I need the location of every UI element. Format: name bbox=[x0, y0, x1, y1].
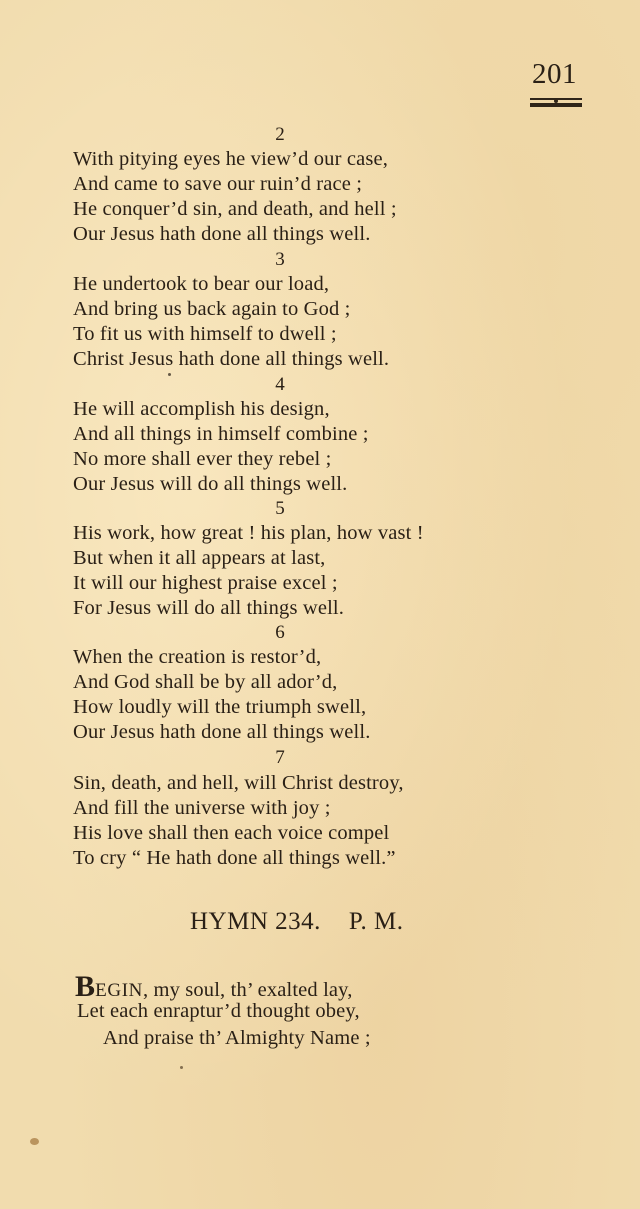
hymn-heading bbox=[190, 908, 404, 936]
header-rule-thin bbox=[530, 98, 582, 100]
verse-line: Our Jesus hath done all things well. bbox=[73, 721, 371, 743]
hymn-first-line bbox=[75, 972, 353, 1002]
verse-line: How loudly will the triumph swell, bbox=[73, 696, 367, 718]
verse-line: To cry “ He hath done all things well.” bbox=[73, 847, 396, 869]
verse-line: No more shall ever they rebel ; bbox=[73, 448, 332, 470]
stanza-number: 2 bbox=[275, 124, 285, 145]
verse-line: And praise th’ Almighty Name ; bbox=[103, 1027, 371, 1049]
verse-line: And bring us back again to God ; bbox=[73, 298, 351, 320]
verse-line: With pitying eyes he view’d our case, bbox=[73, 148, 388, 170]
stanza-number: 7 bbox=[275, 747, 285, 768]
stanza-number: 3 bbox=[275, 249, 285, 270]
hymn-title: HYMN 234. bbox=[190, 908, 321, 935]
verse-line: He will accomplish his design, bbox=[73, 398, 330, 420]
verse-line: Christ Jesus hath done all things well. bbox=[73, 348, 390, 370]
verse-line: His work, how great ! his plan, how vast ! bbox=[73, 522, 424, 544]
verse-line: He conquer’d sin, and death, and hell ; bbox=[73, 198, 397, 220]
verse-line: When the creation is restor’d, bbox=[73, 646, 322, 668]
hymn-meter: P. M. bbox=[348, 908, 404, 935]
verse-line: And fill the universe with joy ; bbox=[73, 797, 331, 819]
header-rule-thick bbox=[530, 103, 582, 107]
verse-line: Sin, death, and hell, will Christ destroy, bbox=[73, 772, 404, 794]
verse-line: And God shall be by all ador’d, bbox=[73, 671, 338, 693]
verse-line: His love shall then each voice compel bbox=[73, 822, 390, 844]
first-line-rest: , my soul, th’ exalted lay, bbox=[142, 979, 353, 1001]
stanza-number: 4 bbox=[275, 374, 285, 395]
paper-speck bbox=[180, 1066, 183, 1069]
verse-line: And came to save our ruin’d race ; bbox=[73, 173, 363, 195]
header-rule bbox=[530, 98, 582, 107]
verse-line: And all things in himself combine ; bbox=[73, 423, 369, 445]
paper-speck bbox=[168, 373, 171, 376]
verse-line: For Jesus will do all things well. bbox=[73, 597, 345, 619]
stanza-number: 5 bbox=[275, 498, 285, 519]
paper-stain bbox=[30, 1138, 39, 1145]
small-caps-text: EGIN bbox=[95, 980, 143, 1001]
verse-line: To fit us with himself to dwell ; bbox=[73, 323, 337, 345]
verse-line: Our Jesus will do all things well. bbox=[73, 473, 348, 495]
verse-line: It will our highest praise excel ; bbox=[73, 572, 338, 594]
verse-line: But when it all appears at last, bbox=[73, 547, 326, 569]
verse-line: Let each enraptur’d thought obey, bbox=[77, 1000, 360, 1022]
verse-line: Our Jesus hath done all things well. bbox=[73, 223, 371, 245]
verse-line: He undertook to bear our load, bbox=[73, 273, 330, 295]
page-number: 201 bbox=[532, 58, 577, 90]
stanza-number: 6 bbox=[275, 622, 285, 643]
drop-cap: B bbox=[75, 970, 96, 1003]
